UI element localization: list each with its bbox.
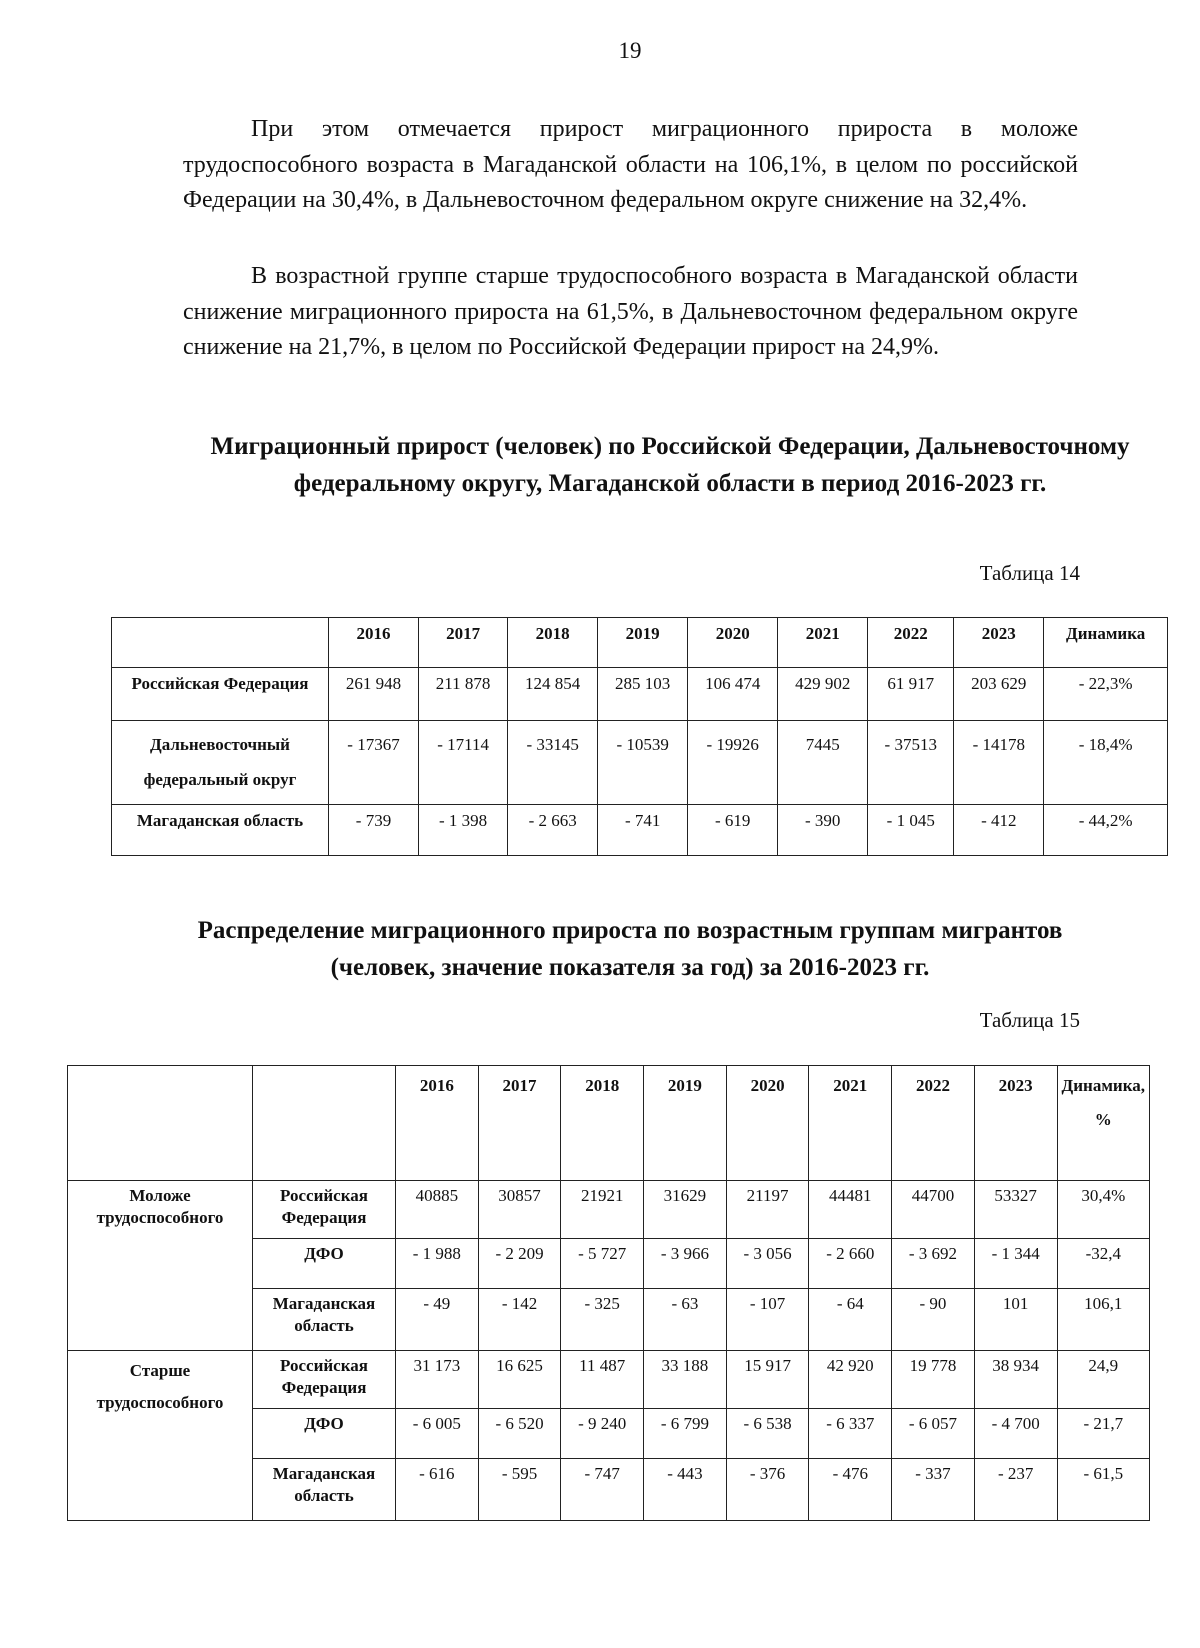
table-row — [112, 668, 1168, 721]
table-cell: 16 625 — [478, 1351, 561, 1409]
table-cell: - 17367 — [329, 721, 419, 805]
header-cell: 2016 — [396, 1066, 479, 1181]
table-cell: 42 920 — [809, 1351, 892, 1409]
table-cell: - 2 663 — [508, 805, 598, 856]
table-cell: - 6 520 — [478, 1409, 561, 1459]
table-cell: - 14178 — [954, 721, 1044, 805]
header-cell: Динамика, % — [1057, 1066, 1149, 1181]
table-cell: 44700 — [892, 1181, 975, 1239]
table-cell: - 1 988 — [396, 1239, 479, 1289]
table-cell: 101 — [974, 1289, 1057, 1351]
table-cell: - 376 — [726, 1459, 809, 1521]
header-cell: 2018 — [561, 1066, 644, 1181]
table-cell: - 1 398 — [419, 805, 508, 856]
row-label: Магаданская область — [253, 1289, 396, 1351]
table-cell: 40885 — [396, 1181, 479, 1239]
table-cell: - 619 — [688, 805, 778, 856]
table-cell: - 10539 — [598, 721, 688, 805]
table-14 — [111, 617, 1168, 856]
table-cell: - 2 660 — [809, 1239, 892, 1289]
table-cell: - 1 045 — [868, 805, 954, 856]
table-cell: - 21,7 — [1057, 1409, 1149, 1459]
table-cell: - 237 — [974, 1459, 1057, 1521]
table-cell: 15 917 — [726, 1351, 809, 1409]
table-15 — [67, 1065, 1150, 1521]
header-cell — [68, 1066, 253, 1181]
table-cell: - 337 — [892, 1459, 975, 1521]
header-cell: 2020 — [726, 1066, 809, 1181]
table-cell: 285 103 — [598, 668, 688, 721]
table-cell: 33 188 — [644, 1351, 727, 1409]
table-cell: 211 878 — [419, 668, 508, 721]
table-cell: - 6 337 — [809, 1409, 892, 1459]
table-row — [68, 1181, 1150, 1239]
header-cell: 2017 — [478, 1066, 561, 1181]
header-cell: 2019 — [598, 618, 688, 668]
table-cell: - 19926 — [688, 721, 778, 805]
table-cell: - 390 — [778, 805, 868, 856]
table-cell: 30857 — [478, 1181, 561, 1239]
table-cell: - 22,3% — [1044, 668, 1168, 721]
row-label: Магаданская область — [253, 1459, 396, 1521]
header-cell — [112, 618, 329, 668]
paragraph-1: При этом отмечается прирост миграционного прироста в моложе трудоспособного возраста в Магаданской области на 106,1%, в целом по российской Федерации на 30,4%, в Дальневосточном федеральном округе снижение на 32,4%. — [183, 116, 1078, 213]
table-cell: - 3 056 — [726, 1239, 809, 1289]
table-cell: -32,4 — [1057, 1239, 1149, 1289]
table-cell: - 6 057 — [892, 1409, 975, 1459]
table-cell: 31629 — [644, 1181, 727, 1239]
table-cell: - 6 799 — [644, 1409, 727, 1459]
table-cell: - 44,2% — [1044, 805, 1168, 856]
table-cell: 261 948 — [329, 668, 419, 721]
table-cell: - 1 344 — [974, 1239, 1057, 1289]
table-cell: 124 854 — [508, 668, 598, 721]
table-row — [68, 1351, 1150, 1409]
table-cell: 31 173 — [396, 1351, 479, 1409]
header-cell: 2021 — [809, 1066, 892, 1181]
table-cell: - 325 — [561, 1289, 644, 1351]
table-cell: - 9 240 — [561, 1409, 644, 1459]
table-row — [112, 721, 1168, 805]
table-cell: - 107 — [726, 1289, 809, 1351]
table-cell: - 739 — [329, 805, 419, 856]
header-cell: 2022 — [868, 618, 954, 668]
table-cell: 429 902 — [778, 668, 868, 721]
table-cell: - 5 727 — [561, 1239, 644, 1289]
group-label: Старше трудоспособного — [68, 1351, 253, 1521]
table-cell: - 17114 — [419, 721, 508, 805]
row-label: Российская Федерация — [253, 1181, 396, 1239]
table-cell: - 49 — [396, 1289, 479, 1351]
table-header-row — [112, 618, 1168, 668]
table-cell: - 412 — [954, 805, 1044, 856]
row-label: ДФО — [253, 1409, 396, 1459]
header-cell — [253, 1066, 396, 1181]
header-cell: 2020 — [688, 618, 778, 668]
row-label: Российская Федерация — [112, 668, 329, 721]
table-cell: 106 474 — [688, 668, 778, 721]
table-cell: - 3 692 — [892, 1239, 975, 1289]
row-label: Магаданская область — [112, 805, 329, 856]
table-cell: - 3 966 — [644, 1239, 727, 1289]
table-cell: - 443 — [644, 1459, 727, 1521]
header-cell: 2019 — [644, 1066, 727, 1181]
table-cell: 44481 — [809, 1181, 892, 1239]
table-cell: - 18,4% — [1044, 721, 1168, 805]
table-cell: 38 934 — [974, 1351, 1057, 1409]
table-cell: 11 487 — [561, 1351, 644, 1409]
table-cell: - 476 — [809, 1459, 892, 1521]
table-cell: - 6 538 — [726, 1409, 809, 1459]
table-cell: - 616 — [396, 1459, 479, 1521]
table-cell: - 747 — [561, 1459, 644, 1521]
group-label: Моложе трудоспособного — [68, 1181, 253, 1351]
table-14-label: Таблица 14 — [979, 561, 1080, 585]
table-row — [112, 805, 1168, 856]
paragraph-2: В возрастной группе старше трудоспособного возраста в Магаданской области снижение миграционного прироста на 61,5%, в Дальневосточном федеральном округе снижение на 21,7%, в целом по Российской Федерации прирост на 24,9%. — [183, 263, 1078, 360]
header-cell: 2018 — [508, 618, 598, 668]
table-cell: - 2 209 — [478, 1239, 561, 1289]
table-cell: 21921 — [561, 1181, 644, 1239]
table-cell: - 64 — [809, 1289, 892, 1351]
row-label: Дальневосточный федеральный округ — [112, 721, 329, 805]
header-cell: 2023 — [974, 1066, 1057, 1181]
table-cell: 106,1 — [1057, 1289, 1149, 1351]
row-label: Российская Федерация — [253, 1351, 396, 1409]
header-cell: 2016 — [329, 618, 419, 668]
table-15-heading: Распределение миграционного прироста по возрастным группам мигрантов (человек, значение показателя за год) за 2016-2023 гг. — [197, 917, 1063, 981]
table-cell: - 741 — [598, 805, 688, 856]
header-cell: Динамика — [1044, 618, 1168, 668]
table-cell: - 33145 — [508, 721, 598, 805]
table-cell: 24,9 — [1057, 1351, 1149, 1409]
header-cell: 2017 — [419, 618, 508, 668]
table-cell: - 37513 — [868, 721, 954, 805]
table-cell: - 90 — [892, 1289, 975, 1351]
table-cell: 30,4% — [1057, 1181, 1149, 1239]
table-cell: 21197 — [726, 1181, 809, 1239]
table-cell: 19 778 — [892, 1351, 975, 1409]
table-cell: 53327 — [974, 1181, 1057, 1239]
table-15-label: Таблица 15 — [979, 1008, 1080, 1032]
table-cell: - 61,5 — [1057, 1459, 1149, 1521]
table-cell: 7445 — [778, 721, 868, 805]
table-cell: 61 917 — [868, 668, 954, 721]
row-label: ДФО — [253, 1239, 396, 1289]
table-header-row — [68, 1066, 1150, 1181]
table-cell: - 595 — [478, 1459, 561, 1521]
table-cell: 203 629 — [954, 668, 1044, 721]
table-14-heading: Миграционный прирост (человек) по Российской Федерации, Дальневосточному федеральному округу, Магаданской области в период 2016-2023 гг. — [210, 433, 1130, 497]
page-number: 19 — [618, 38, 642, 63]
table-cell: - 63 — [644, 1289, 727, 1351]
table-cell: - 6 005 — [396, 1409, 479, 1459]
header-cell: 2023 — [954, 618, 1044, 668]
header-cell: 2021 — [778, 618, 868, 668]
table-cell: - 142 — [478, 1289, 561, 1351]
table-cell: - 4 700 — [974, 1409, 1057, 1459]
header-cell: 2022 — [892, 1066, 975, 1181]
